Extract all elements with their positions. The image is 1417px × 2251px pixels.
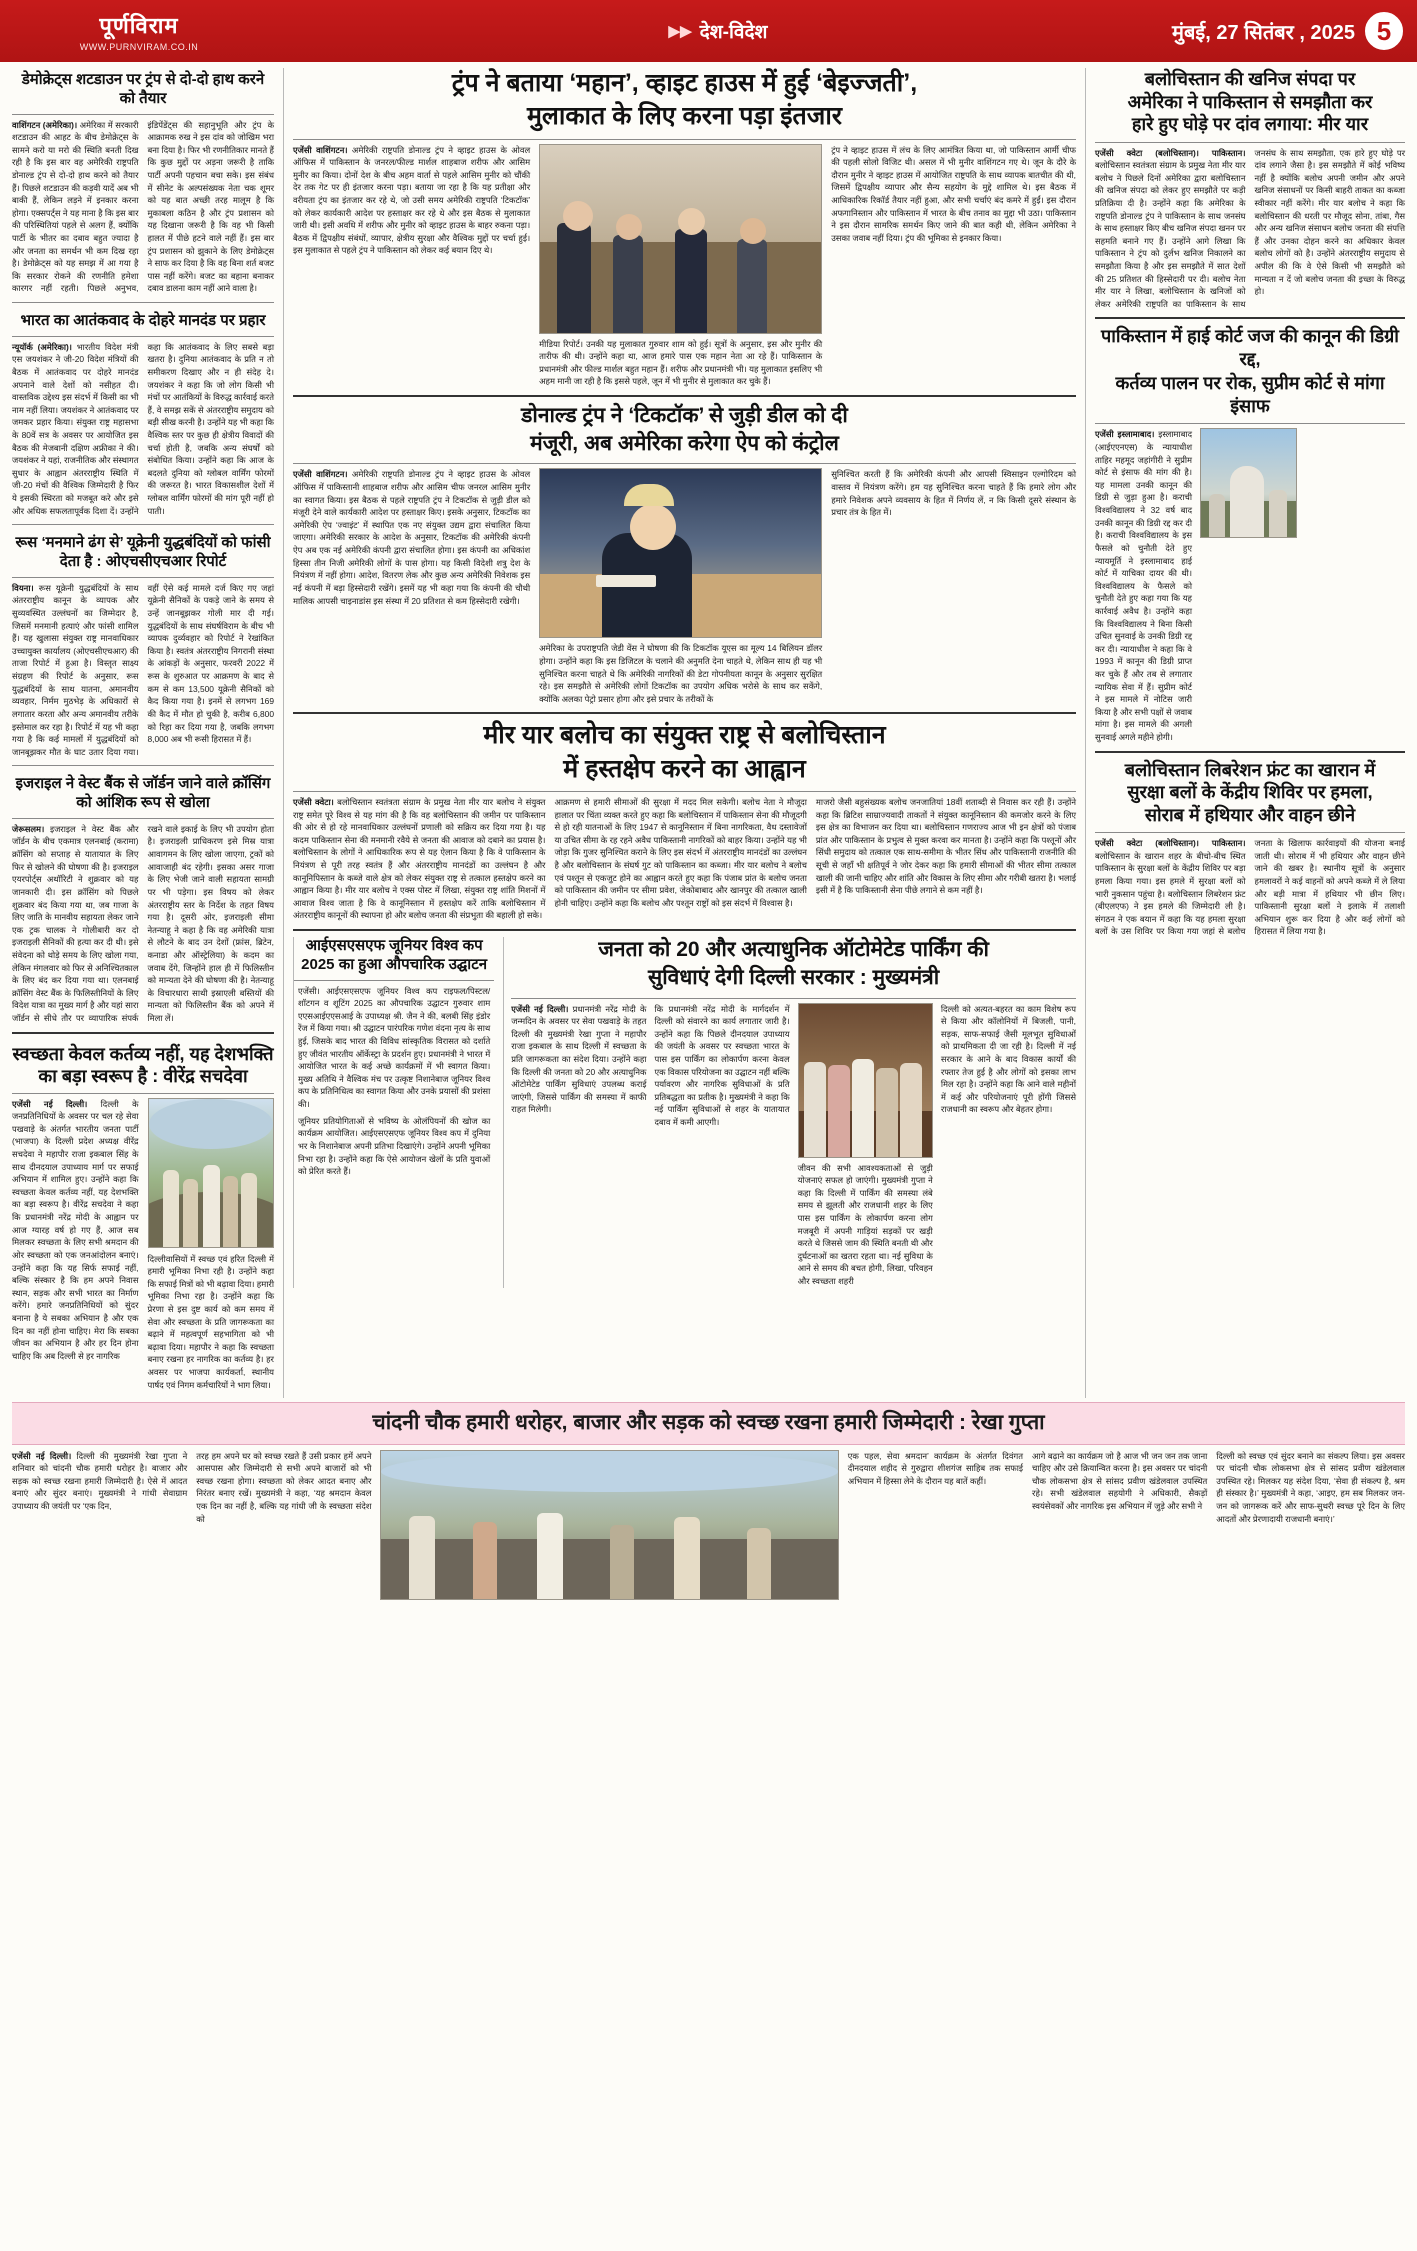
article-blf-attack: [1095, 759, 1405, 938]
article-headline-line1: पाकिस्तान में हाई कोर्ट जज की कानून की डिग्री रद्द,: [1101, 326, 1399, 369]
article-headline-line1: बलोचिस्तान की खनिज संपदा पर: [1144, 69, 1356, 89]
article-text-col3: [1305, 428, 1405, 743]
article-body: [1095, 147, 1405, 311]
article-headline-line1: जनता को 20 और अत्याधुनिक ऑटोमेटेड पार्किंग की: [598, 938, 989, 962]
article-headline-line2: सुरक्षा बलों के केंद्रीय शिविर पर हमला,: [1127, 782, 1373, 803]
article-russia-pow: [12, 531, 274, 758]
article-agency: जेरूसलम।: [12, 823, 45, 834]
article-headline-line2: कर्तव्य पालन पर रोक, सुप्रीम कोर्ट से मांगा इंसाफ: [1115, 373, 1385, 416]
article-agency: वियना।: [12, 582, 34, 593]
article-body-cont: दिल्लीवासियों में स्वच्छ एवं हरित दिल्ली में हमारी भूमिका निभा रही है। उन्होंने कहा कि सफाई मित्रों को भी बढ़ावा दिया। हमारी भूमिका निभा रहा है। उन्होंने कहा कि प्रेरणा से इस दुष्ट कार्य को कम समय में सेवा और स्वच्छता के प्रति जागरूकता का बढ़ाने में महत्वपूर्ण सहभागिता को भी बढ़ावा दिया। महापौर ने कहा कि स्वच्छता बनाए रखना हर नागरिक का कर्तव्य है। हर अवसर पर भाजपा कार्यकर्ता, स्थानीय पार्षद एवं निगम कर्मचारियों ने भाग लिया।: [147, 1253, 274, 1390]
article-tiktok-deal: [293, 403, 1076, 706]
article-agency: एजेंसी नई दिल्ली।: [12, 1450, 72, 1461]
article-text: अमेरिका में सरकारी शटडाउन की आहट के बीच डेमोक्रेट्स के सामने करो या मरो की स्थिति बनती दिख रही है कि इस बार वह अमेरिकी राष्ट्रपति डोनाल्ड ट्रंप से दो-दो हाथ करने को तैयार हैं। पिछले शटडाउन की कड़वी यादें अब भी बाकी हैं, लेकिन लड़ने में इनकार करना होगा। एक्सपर्ट्स ने यह माना है कि इस बार की परिस्थितियां पहले से अलग हैं, क्योंकि पार्टी के भीतर का दबाव बहुत ज्यादा है और जनता का समर्थन भी कम दिख रहा है। डेमोक्रेट्स को यह समझ में आ गया है कि सरकार रोकने की रणनीति हमेशा कारगर नहीं रहती। पिछले अनुभव, इंडिपेंडेंट्स की सहानुभूति और ट्रंप के आक्रामक रुख ने इस दांव को जोखिम भरा बना दिया है। फिर भी रणनीतिकार मानते हैं कि कुछ मुद्दों पर अड़ना जरूरी है ताकि पार्टी अपनी पहचान बचा सके। इस संबंध में सीनेट के अल्पसंख्यक नेता चक शूमर को यह बात अच्छी तरह मालूम है कि मुकाबला कठिन है और ट्रंप प्रशासन को यह दिखाना जरूरी है कि वह भी किसी हालत में पीछे हटने वाले नहीं हैं। इस बार ट्रंप प्रशासन को झुकाने के लिए डेमोक्रेट्स ने साफ कर दिया है कि वह बिना शर्त बजट पास नहीं करेंगे। बजट का बहाना बनाकर दबाव डालना काम नहीं आने वाला है।: [12, 119, 274, 294]
article-text: प्रधानमंत्री नरेंद्र मोदी के जन्मदिन के अवसर पर सेवा पखवाड़े के तहत दिल्ली की मुख्यमंत्री रेखा गुप्ता ने महापौर राजा इकबाल के साथ दिल्ली में स्वच्छता के प्रति जागरूकता का संदेश दिया। उन्होंने कहा कि दिल्ली की जनता को 20 और अत्याधुनिक ऑटोमेटेड पार्किंग सुविधाएं उपलब्ध कराई जाएंगी, जिससे पार्किंग की समस्या में काफी राहत मिलेगी।: [511, 1003, 647, 1115]
article-headline-line2: मुलाकात के लिए करना पड़ा इंतजार: [526, 102, 843, 131]
article-text-col5: दिल्ली को स्वच्छ एवं सुंदर बनाने का संकल्प लिया। इस अवसर पर चांदनी चौक लोकसभा क्षेत्र से सांसद प्रवीण खंडेलवाल उपस्थित रहे। मिलकर यह संदेश दिया, ‘सेवा ही संकल्प है, श्रम ही संस्कार है।’ मुख्यमंत्री ने कहा, ‘आइए, हम सब मिलकर जन-जन को जागरूक करें और साफ-सुथरी स्वच्छ पूरे दिन के लिए आदतों और प्रेरणादायी राजधानी बनाएं।’: [1216, 1450, 1405, 1524]
article-text-col4: आगे बढ़ाने का कार्यक्रम जो है आज भी जन जन तक जाना चाहिए और उसे क्रियान्वित करना है। इस अवसर पर चांदनी चौक लोकसभा क्षेत्र से सांसद प्रवीण खंडेलवाल उपस्थित रहे। सभी खंडेलवाल सहयोगी ने अधिकारी, सैकड़ों स्वयंसेवकों और नागरिक इस अभियान में जुड़े और सभी ने: [1032, 1450, 1208, 1511]
article-agency: एजेंसी क्वेटा (बलोचिस्तान)। पाकिस्तान।: [1095, 838, 1246, 849]
article-body: [12, 823, 274, 1025]
article-body: [12, 341, 274, 518]
article-text: अमेरिकी राष्ट्रपति डोनाल्ड ट्रंप ने व्हाइट हाउस के ओवल ऑफिस में पाकिस्तान के जनरल/फील्ड मार्शल शाहबाज शरीफ और आसिम मुनीर का किया। दोनों देश के बीच अहम वार्ता से पहले आसिम मुनीर को चौंकी देर तक गेट पर ही इंतजार करना पड़ा। बताया जा रहा है कि यह प्रतीक्षा और वरीयता ट्रंप का इंतजार कर रहे थे, जो उसी समय अमेरिकी राष्ट्रपति ‘टिकटॉक’ को लेकर कार्यकारी आदेश पर हस्ताक्षर कर रहे थे और इस बैठक से मुलाकात जारी थी। इसी अवधि में शरीफ और मुनीर को व्हाइट हाउस के बाहर रुकना पड़ा। बैठक में द्विपक्षीय संबंधों, व्यापार, क्षेत्रीय सुरक्षा और वैश्विक मुद्दों पर चर्चा हुई। इस मुलाकात से पहले ट्रंप ने पाकिस्तान को लेकर कई बयान दिए थे।: [293, 144, 531, 256]
article-text: बलोचिस्तान स्वतंत्रता संग्राम के प्रमुख नेता मीर यार बलोच ने संयुक्त राष्ट्र समेत पूरे विश्व से यह मांग की है कि वह बलोचिस्तान की जमीन पर पाकिस्तान की ओर से हो रहे मानवाधिकार उल्लंघनों प्रणाली को सक्रिय कर दिया गया है। यह कदम पाकिस्तान सेना की मनमानी रवैये से जनता की आवाज को दबाने का प्रयास है। बलोचिस्तान के लोगों ने आधिकारिक रूप से यह ऐलान किया है कि वे पाकिस्तान के नियंत्रण से पूरी तरह स्वतंत्र हैं और अंतरराष्ट्रीय मानदंडों का उल्लंघन है और कानूनिपिस्तान के कब्जे वाले क्षेत्र को लेकर संयुक्त राष्ट्र से तत्काल हस्तक्षेप करने का आह्वान किया है। मीर यार बलोच ने एक्स पोस्ट में लिखा, संयुक्त राष्ट्र शांति मिशनों में आवाज विश्व जाता है कि वे कानूनिस्तान में हस्तक्षेप करें ताकि बलोचिस्तान में अंतरराष्ट्रीय कानूनों की स्थापना हो और बलोच जनता की संप्रभुता की बहाली हो सके।: [293, 796, 546, 921]
section-title: [669, 18, 768, 44]
article-agency: एजेंसी क्वेटा (बलोचिस्तान)। पाकिस्तान।: [1095, 147, 1246, 158]
article-body-cont: जूनियर प्रतियोगिताओं से भविष्य के ओलंपियनों की खोज का कार्यक्रम आयोजित। आईएसएसएफ जूनियर विश्व कप में दुनिया भर के निशानेबाज अपनी प्रतिभा दिखाएंगे। उन्होंने अपनी भूमिका निभा रहा है। उन्होंने कहा कि ऐसे आयोजन खेलों के प्रति युवाओं को प्रेरित करते हैं।: [298, 1115, 491, 1177]
article-agency: एजेंसी। आईएसएसएफ जूनियर विश्व कप राइफल/पिस्टल/शॉटगन व शूटिंग 2025 का औपचारिक उद्घाटन गुरुवार शाम एएसआईएएसआई के उपाध्यक्ष श्री. जैन ने की, बलबी सिंह इंडोर रेंज में किया गया। श्री उद्घाटन पारंपरिक गणेश वंदना नृत्य के साथ हुई, जिसके बाद भारत की विविध सांस्कृतिक विरासत को दर्शाते हुए जीवंत भारतीय ऑर्केस्ट्रा के प्रदर्शन हुए। प्रधानमंत्री ने भारत में आयोजित भारत के कई अच्छे कार्यक्रमों में भी स्वागत किया। मुख्य अतिथि ने वैश्विक मंच पर उत्कृष्ट निशानेबाज जूनियर विश्व कप के प्रतिनिधित्व का स्वागत किया और उनके प्रयासों की प्रशंसा की।: [298, 985, 491, 1110]
article-headline: आईएसएसएफ जूनियर विश्व कप 2025 का हुआ औपचारिक उद्घाटन: [301, 937, 488, 973]
left-column: [12, 68, 274, 1398]
article-body: [293, 468, 530, 705]
article-headline: डेमोक्रेट्स शटडाउन पर ट्रंप से दो-दो हाथ करने को तैयार: [21, 71, 265, 107]
article-agency: एजेंसी क्वेटा।: [293, 796, 334, 807]
article-agency: न्यूयॉर्क (अमेरिका)।: [12, 341, 72, 352]
photo-monument: [1200, 428, 1297, 538]
banner-headline: चांदनी चौक हमारी धरोहर, बाजार और सड़क को स्वच्छ रखना हमारी जिम्मेदारी : रेखा गुप्ता: [372, 1411, 1045, 1435]
lower-middle-row: [293, 937, 1076, 1288]
article-headline-line1: मीर यार बलोच का संयुक्त राष्ट्र से बलोचिस्तान: [483, 721, 886, 750]
article-text-col3: ट्रंप ने व्हाइट हाउस में लंच के लिए आमंत्रित किया था, जो पाकिस्तान आर्मी चीफ की पहली सोलो विजिट थी। असल में भी मुनीर वाशिंगटन गए थे। जून के दौरे के दौरान मुनीर ने व्हाइट हाउस में आयोजित राष्ट्रपति के साथ व्यापक बातचीत की थी, जिसमें द्विपक्षीय व्यापार और सैन्य सहयोग के मुद्दे शामिल थे। इस बैठक में आधिकारिक रिकॉर्ड तैयार नहीं हुआ, और सभी चर्चाएं बंद कमरे में हुईं। इस दौरान अफगानिस्तान और पाकिस्तान में भारत के बीच तनाव का मुद्दा भी उठा। पाकिस्तान ने इस दौरान सामरिक समर्थन किए जाने की बात कही थी, लेकिन अमेरिका ने उसका जवाब नहीं दिया। ट्रंप की भूमिका से इनकार किया।: [831, 144, 1076, 243]
article-text-col3: माजरो जैसी बहुसंख्यक बलोच जनजातियां 18वीं शताब्दी से निवास कर रही हैं। उन्होंने कहा कि ब्रिटिश साम्राज्यवादी ताकतों ने संयुक्त कानूनिस्तान की कमजोर करने के लिए इस क्षेत्र का विभाजन कर दिया था। बलोचिस्तान गणराज्य आज भी इन क्षेत्रों को पंजाब प्रांत और पाकिस्तान के प्रभुत्व से मुक्त करवा कर मानता है। उन्होंने कहा कि पश्तूनों और सिंधी समुदाय को तत्काल एक साथ-समीमा के भीतर सिंध और पाकिस्तानी राजनीति की सूची से जहाँ भी क्षतिपूर्व ने जोर देकर कहा कि हमारी सीमाओं की भीतर सीमा तत्काल खाली की जानी चाहिए और शांति और विकास के लिए सीमा और गरीबी खतरा है। भलाई इसी में है कि पाकिस्तानी सेना पीछे लगाने से कम नहीं है।: [815, 796, 1077, 896]
photo-chandni-chowk-cleanup: [380, 1450, 838, 1600]
article-headline-line1: ट्रंप ने बताया ‘महान’, व्हाइट हाउस में हुई ‘बेइज्जती’,: [451, 69, 918, 97]
article-text-col3: एक पहल, सेवा श्रमदान’ कार्यक्रम के अंतर्गत दिवंगत दीनदयाल शहीद से गुरुद्वारा शीशगंज साहिब तक सफाई अभियान में हिस्सा लेने के दौरान यह बातें कहीं।: [847, 1450, 1024, 1486]
bottom-article-chandni-chowk: [12, 1445, 1405, 1600]
article-headline-line2: अमेरिका ने पाकिस्तान से समझौता कर: [1127, 91, 1373, 112]
right-column: [1085, 68, 1405, 1398]
article-issf-junior-worldcup: [293, 937, 494, 1288]
article-headline-line3: हारे हुए घोड़े पर दांव लगाया: मीर यार: [1131, 114, 1369, 134]
edition-block: [1172, 12, 1403, 50]
article-text: इस्लामाबाद (आईएएनएस) के न्यायाधीश ताहिर महमूद जहांगीरी ने सुप्रीम कोर्ट से इंसाफ की मांग की है। यह मामला उनकी कानून की डिग्री से जुड़ा हुआ है। कराची विश्वविद्यालय ने 32 वर्ष बाद उनकी कानून की डिग्री रद्द कर दी है। कराची विश्वविद्यालय के इस फैसले को चुनौती देते हुए न्यायमूर्ति ने इस्लामाबाद हाई कोर्ट में याचिका दायर की थी। विश्वविद्यालय के फैसले को चुनौती देते हुए कहा गया कि यह कार्रवाई अवैध है। उन्होंने कहा कि विश्वविद्यालय ने बिना किसी उचित सुनवाई के उनकी डिग्री रद्द कर दी। न्यायाधीश ने कहा कि वे 1993 में कानून की डिग्री प्राप्त कर चुके हैं और तब से लगातार न्यायिक सेवा में हैं। सुप्रीम कोर्ट ने इस मामले में नोटिस जारी किया है और सभी पक्षों से जवाब मांगा है। इस मामले की अगली सुनवाई अगले महीने होगी।: [1095, 429, 1193, 743]
photo-oval-office-meeting: [539, 144, 822, 334]
article-text-col2: मीडिया रिपोर्ट। उनकी यह मुलाकात गुरुवार शाम को हुई। सूत्रों के अनुसार, इस और मुनीर की तारीफ की थी। उन्होंने कहा था, आज हमारे पास एक महान नेता आ रहे हैं। पाकिस्तान के प्रधानमंत्री और फील्ड मार्शल बहुत महान हैं। शरीफ और प्रधानमंत्री भी। यह मुलाकात इसलिए भी अहम मानी जा रही है कि इससे पहले, जून में भी मुनीर से मुलाकात कर चुके हैं।: [539, 338, 823, 387]
article-body: [1095, 428, 1192, 743]
article-text-col2: आक्रमण से हमारी सीमाओं की सुरक्षा में मदद मिल सकेगी। बलोच नेता ने मौजूदा हालात पर चिंता व्यक्त करते हुए कहा कि बलोचिस्तान में पाकिस्तान सेना की मौजूदगी से हो रही यातनाओं के लिए 1947 से कानूनिस्तान में बिना नागरिकता, वैध दस्तावेजों या उचित सीमा के रह रहने अवैध पाकिस्तानी नागरिकों को बाहर किया। उन्होंने यह भी जोड़ा कि गुजर सुनिश्चित कराने के लिए इस संदर्भ में अंतरराष्ट्रीय मानदंडों का उल्लंघन है और बलोचिस्तान के संघर्ष गुट को पाकिस्तान का कब्जा। मीर यार बलोच ने बलोच एवं पश्तून से एकजुट होने का आह्वान करते हुए कहा कि पंजाब प्रांत के बलोच जनता को पाकिस्तान की जमीन पर सीमा प्रवेश, जेकोबाबाद और खानपुर की तत्काल खाली होनी चाहिए। उन्होंने कहा कि बलोच और पश्तून राष्ट्रों को इस संदर्भ में विश्वास है।: [554, 796, 807, 908]
article-text-col2: अमेरिका के उपराष्ट्रपति जेडी वेंस ने घोषणा की कि टिकटॉक यूएस का मूल्य 14 बिलियन डॉलर होगा। उन्होंने कहा कि इस डिजिटल के चलाने की अनुमति देना चाहते थे, लेकिन साथ ही यह भी सुनिश्चित करना चाहते थे कि अमेरिकी नागरिकों की डेटा गोपनीयता कानून के अनुसार सुरक्षित रहे। इस समझौते से अमेरिकी लोगों टिकटॉक का उपयोग अधिक भरोसे के साथ कर सकेंगे, क्योंकि अलका पेट्रो प्रसार होगा और इसे प्रचार के तरीकों के: [539, 643, 823, 704]
article-headline-line2: में हस्तक्षेप करने का आह्वान: [563, 754, 806, 783]
article-body: [12, 119, 274, 296]
logo-website: WWW.PURNVIRAM.CO.IN: [79, 42, 199, 52]
article-body: [294, 981, 494, 1111]
section-label: देश-विदेश: [699, 22, 768, 43]
article-headline-line2: मंजूरी, अब अमेरिका करेगा ऐप को कंट्रोल: [530, 432, 839, 456]
article-text: इजराइल ने वेस्ट बैंक और जॉर्डन के बीच एकमात्र एलनबाई (करामा) क्रॉसिंग को सप्ताह से यातायात के लिए फिर से खोलने की घोषणा की है। इजराइल एयरपोर्ट्स अथॉरिटी ने शुक्रवार को यह जानकारी दी। इस क्रॉसिंग को पिछले शुक्रवार बंद किया गया था, जब गाजा के लिए जाति के मानवीय सहायता लेकर जाने एक ट्रक चालक ने गोलीबारी कर दो इजराइली सैनिकों की हत्या कर दी थी। इसे संवेदना को थोड़े समय के लिए खोला गया, लेकिन मंगलवार को फिर से अनिश्चितकाल के लिए बंद कर दिया गया था। एलनबाई क्रॉसिंग वेस्ट बैंक के फिलिस्तीनियों के लिए विदेश यात्रा का मुख्य मार्ग है और यहां सारा जॉर्डन से सीधे तौर पर व्यापारिक संपर्क रखने वाले इकाई के लिए भी उपयोग होता है। इजराइली प्राधिकरण इसे मिस्र यात्रा आवागमन के लिए खोला जाएगा, ट्रकों को आवाजाही बंद रहेगी। इसका असर गाजा के लिए भेजी जाने वाली सहायता सामग्री पर भी पड़ेगा। इस विषय को लेकर अंतरराष्ट्रीय स्तर के निर्देश के तहत विषय गया है। दूसरी ओर, इजराइली सीमा नेतन्याहू ने कहा है कि वह अमेरिकी यात्रा से लौटने के बाद उन देशों (फ्रांस, ब्रिटेन, कनाडा और ऑस्ट्रेलिया) के कदम का जवाब देंगे, जिन्होंने हाल ही में फिलिस्तीन को मान्यता देने की घोषणा की है। नेतन्याहू के विचारधारा साथी इस्राएली बस्तियों की मान्यता को फिलिस्तीन बैंक को अपने में मिला लें।: [12, 823, 274, 1023]
article-text: भारतीय विदेश मंत्री एस जयशंकर ने जी-20 विदेश मंत्रियों की बैठक में आतंकवाद पर दोहरे मानदंड अपनाने वाले देशों को नसीहत दी। वास्तविक उद्देश्य इस संदर्भ में किसी का भी नाम नहीं लिया। जयशंकर ने आतंकवाद पर जमकर प्रहार किया। संयुक्त राष्ट्र महासभा के 80वें सत्र के अवसर पर आयोजित इस बैठक की मेजबानी दक्षिण अफ्रीका ने की। जयशंकर ने यहां, राजनीतिक और संस्थागत सुधार के आह्वान अंतरराष्ट्रीय स्थिति में जी-20 मंचों की वैश्विक जिम्मेदारी है फिर ये इसकी स्थिरता को मजबूत करे और इसे और अधिक सफलतापूर्वक दिशा दें। उन्होंने कहा कि आतंकवाद के लिए सबसे बड़ा खतरा है। दुनिया आतंकवाद के प्रति न तो समीकरण दिखाए और न ही संदेह दे। जयशंकर ने कहा कि जो लोग किसी भी मंचों पर आतंकियों के विरुद्ध कार्रवाई करते हैं, वे समझ सकें से अंतरराष्ट्रीय समुदाय को बड़ी सीख करनी है। उन्होंने यह भी कहा कि वैश्विक स्तर पर कुछ ही क्षेत्रीय विवादों की चर्चा होती है, जबकि अन्य संघर्षों को संबोधित किया। उन्होंने कहा कि आज के बदलते दुनिया को ग्लोबल वार्मिंग फोरमों की जरूरत है। भारत विकासशील देशों में ग्लोबल वार्मिंग फोरमों की मांग पूरी नहीं हो पाती।: [12, 341, 274, 516]
article-body: [293, 144, 530, 388]
page-content: [0, 62, 1417, 1402]
article-text: बलोचिस्तान स्वतंत्रता संग्राम के प्रमुख नेता मीर यार बलोच ने पिछले दिनों अमेरिका द्वारा बलोचिस्तान की खनिज संपदा को लेकर हुए समझौते पर कड़ी प्रतिक्रिया दी है। उन्होंने कहा कि अमेरिका के राष्ट्रपति डोनाल्ड ट्रंप ने पाकिस्तान के साथ जनसंघ के साथ हस्ताक्षर किए बीच खनिज संपदा खनन पर सहमति बनाने गए हैं। उन्होंने आगे लिखा कि पाकिस्तान ने ट्रंप को दुर्लभ खनिज निकालने का समझौता किया है और इस समझौते में सात देशों की 25 प्रतिशत की हिस्सेदारी पर दी। बलोच नेता मीर यार ने लिखा, बलोचिस्तान के खनिजों को लेकर अमेरिकी राष्ट्रपति का पाकिस्तान के साथ जनसंघ के साथ समझौता, एक हारे हुए घोड़े पर दांव लगाने जैसा है। इस समझौते में कोई भविष्य नहीं है क्योंकि बलोच अपनी जमीन और अपने खनिज संसाधनों पर किसी बाहरी ताकत का कब्जा स्वीकार नहीं करेंगे। मीर यार बलोच ने कहा कि बलोचिस्तान की धरती पर मौजूद सोना, तांबा, गैस और अन्य खनिज संसाधन बलोच जनता की संपत्ति हैं और उनका दोहन करने का अधिकार केवल बलोच लोगों को है। उन्होंने अंतरराष्ट्रीय समुदाय से अपील की कि वे ऐसे किसी भी समझौते को मान्यता न दें जो बलोच जनता की इच्छा के विरुद्ध हो।: [1095, 147, 1405, 309]
article-agency: एजेंसी वाशिंगटन।: [293, 144, 348, 155]
article-body: [12, 1450, 187, 1600]
article-text-col2: तरह हम अपने घर को स्वच्छ रखते हैं उसी प्रकार हमें अपने आसपास और जिम्मेदारी से सभी अपने बाजारों को भी स्वच्छ रखना होगा। स्वच्छता को लेकर आदत बनाए और निरंतर बनाए रखें। मुख्यमंत्री ने कहा, ‘यह श्रमदान केवल एक दिन का नहीं है, बल्कि यह गांधी जी के स्वच्छता संदेश को: [196, 1450, 372, 1524]
article-text: बलोचिस्तान के खारान शहर के बीचो-बीच स्थित पाकिस्तान के सुरक्षा बलों के केंद्रीय शिविर पर बड़ा हमला किया गया। इस हमले में सुरक्षा बलों को भारी नुकसान पहुंचा है। बलोचिस्तान लिबरेशन फ्रंट (बीएलएफ) ने इस हमले की जिम्मेदारी ली है। संगठन ने एक बयान में कहा कि यह हमला सुरक्षा बलों के उस शिविर पर किया गया जहां से बलोच जनता के खिलाफ कार्रवाइयों की योजना बनाई जाती थी। सोराब में भी हथियार और वाहन छीने जाने की खबर है। स्थानीय सूत्रों के अनुसार हमलावरों ने कई वाहनों को अपने कब्जे में ले लिया और बड़ी मात्रा में हथियार भी छीन लिए। पाकिस्तानी सुरक्षा बलों ने इलाके में तलाशी अभियान शुरू कर दिया है और कई लोगों को हिरासत में लिया गया है।: [1095, 838, 1405, 937]
masthead: [0, 0, 1417, 62]
article-delhi-parking: [503, 937, 1076, 1288]
article-text-col4: दिल्ली को अत्यत-बहरत का काम विशेष रूप से किया और कॉलोनियों में बिजली, पानी, सड़क, साफ-सफाई जैसी मूलभूत सुविधाओं को प्राथमिकता दी जा रही है। दिल्ली में नई सरकार के आने के बाद विकास कार्यों की रफ्तार तेज हुई है और लोगों को इसका लाभ मिल रहा है। उन्होंने कहा कि आने वाले महीनों में कई और परियोजनाएं पूरी होंगी जिससे राजधानी का स्वरूप और बेहतर होगा।: [940, 1003, 1076, 1115]
article-agency: एजेंसी नई दिल्ली।: [12, 1098, 88, 1109]
double-arrow-icon: ▶▶: [668, 23, 692, 40]
article-headline-line1: बलोचिस्तान लिबरेशन फ्रंट का खारान में: [1124, 759, 1376, 780]
article-body: [12, 582, 274, 759]
article-body: [293, 796, 545, 922]
article-agency: एजेंसी इस्लामाबाद।: [1095, 429, 1155, 440]
bottom-banner: [12, 1402, 1405, 1444]
article-agency: वाशिंगटन (अमेरिका)।: [12, 119, 78, 130]
photo-trump-signing-order: [539, 468, 822, 638]
article-body: [12, 1098, 139, 1363]
logo-title: पूर्णविराम: [99, 13, 179, 38]
article-balochistan-minerals: [1095, 68, 1405, 310]
article-headline: स्वच्छता केवल कर्तव्य नहीं, यह देशभक्ति का बड़ा स्वरूप है : वीरेंद्र सचदेवा: [12, 1043, 274, 1087]
article-text: दिल्ली की मुख्यमंत्री रेखा गुप्ता ने शनिवार को चांदनी चौक हमारी धरोहर है। बाजार और सड़क को स्वच्छ रखना हमारी जिम्मेदारी है। ऐसे में आदत बनाएं और सुंदर बनाएं। मुख्यमंत्री ने गांधी सेवाग्राम उपाध्याय की जयंती पर ‘एक दिन,: [12, 1450, 188, 1511]
article-text-col2: कि प्रधानमंत्री नरेंद्र मोदी के मार्गदर्शन में दिल्ली को संवारने का कार्य लगातार जारी है। उन्होंने कहा कि पिछले दीनदयाल उपाध्याय की जयंती के अवसर पर स्वच्छता भारत के पास इस पार्किंग का लोकार्पण करना केवल एक विकास परियोजना का उद्घाटन नहीं बल्कि पर्यावरण और नागरिक सुविधाओं के प्रति प्रतिबद्धता का प्रतीक है। मुख्यमंत्री ने कहा कि नई पार्किंग सुविधाओं से शहर के यातायात दबाव में कमी आएगी।: [654, 1003, 790, 1128]
article-body: [1095, 837, 1405, 938]
article-headline-line3: सोराब में हथियार और वाहन छीने: [1144, 804, 1356, 825]
article-mir-yar-un: [293, 720, 1076, 922]
photo-cm-event: [798, 1003, 933, 1158]
article-trump-white-house: [293, 68, 1076, 388]
article-text-col3: सुनिश्चित करती हैं कि अमेरिकी कंपनी और आपसी स्विसाइन एल्गोरिदम को वास्तव में नियंत्रण करेंगे। हम यह सुनिश्चित करना चाहते हैं कि हमारे लोग और हमारे निवेशक अपने व्यवसाय के हित में निर्णय लें, न कि किसी दूसरे संस्थान के प्रचार तंत्र के हित में।: [831, 469, 1076, 518]
article-headline: इजराइल ने वेस्ट बैंक से जॉर्डन जाने वाले क्रॉसिंग को आंशिक रूप से खोला: [15, 775, 271, 812]
photo-cleanliness-drive: [148, 1098, 275, 1248]
article-sachdeva-cleanliness: [12, 1040, 274, 1392]
article-israel-crossing: [12, 772, 274, 1024]
article-text: रूस यूक्रेनी युद्धबंदियों के साथ अंतरराष्ट्रीय कानून के व्यापक और सुव्यवस्थित उल्लंघनों का जिम्मेदार है, जिसमें मनमानी हत्याएं और फांसी शामिल हैं। यह खुलासा संयुक्त राष्ट्र मानवाधिकार उच्चायुक्त कार्यालय (ओएचसीएचआर) की ताजा रिपोर्ट में हुआ है। विस्तृत साक्ष्य संग्रहण की रिपोर्ट के अनुसार, रूस युद्धबंदियों के साथ यातना, अमानवीय व्यवहार, निर्मम मुठभेड़ के अधिकारों से लगातार करता और अन्य अमानवीय तरीके इस्तेमाल कर रहा है। रिपोर्ट में यह भी कहा गया है कि कई मामलों में युद्धबंदियों को जानबूझकर मौत के घाट उतार दिया गया। वहीं ऐसे कई मामले दर्ज किए गए जहां यूक्रेनी सैनिकों के पकड़े जाने के समय से उन्हें जानबूझकर गोली मार दी गई। युद्धबंदियों के साथ संघर्षविराम के बीच भी व्यापक दुर्व्यवहार को रिपोर्ट ने रेखांकित किया है। स्वतंत्र अंतरराष्ट्रीय निगरानी संस्था के आंकड़ों के अनुसार, फरवरी 2022 में रूस के शुरुआत पर आक्रमण के बाद से कम से कम 13,500 यूक्रेनी सैनिकों को कैद किया गया है। इनमें से लगभग 169 की कैद में मौत हो चुकी है, करीब 6,800 को रिहा कर दिया गया है, जबकि लगभग 8,000 अब भी रूसी हिरासत में हैं।: [12, 582, 274, 757]
article-body: [511, 1003, 646, 1288]
article-agency: एजेंसी नई दिल्ली।: [511, 1003, 569, 1014]
article-india-terror: [12, 309, 274, 517]
article-headline-line1: डोनाल्ड ट्रंप ने ‘टिकटॉक’ से जुड़ी डील को दी: [521, 403, 848, 427]
article-headline-line2: सुविधाएं देगी दिल्ली सरकार : मुख्यमंत्री: [648, 966, 940, 990]
article-text-col3: जीवन की सभी आवश्यकताओं से जुड़ी योजनाएं सफल हो जाएंगी। मुख्यमंत्री गुप्ता ने कहा कि दिल्ली में पार्किंग की समस्या लंबे समय से झूलती और राजधानी शहर के लिए पास इस पार्किंग के लोकार्पण करना लोग मजबूरी में अपनी गाड़ियां सड़कों पर खड़ी करते थे जिससे जाम की स्थिति बनती थी और दुर्घटनाओं का खतरा रहता था। नई सुविधा के आने से समय की बचत होगी, लिखा, परिवहन और स्वच्छता शहरी: [797, 1162, 933, 1287]
article-agency: एजेंसी वाशिंगटन।: [293, 469, 348, 480]
page-number-badge: 5: [1365, 12, 1403, 50]
bottom-section: [0, 1402, 1417, 1599]
article-headline: भारत का आतंकवाद के दोहरे मानदंड पर प्रहार: [20, 312, 266, 330]
newspaper-logo[interactable]: [14, 10, 264, 52]
article-headline: रूस ‘मनमाने ढंग से’ यूक्रेनी युद्धबंदियों को फांसी देता है : ओएचसीएचआर रिपोर्ट: [15, 534, 271, 571]
middle-column: [283, 68, 1076, 1398]
article-text: अमेरिकी राष्ट्रपति डोनाल्ड ट्रंप ने व्हाइट हाउस के ओवल ऑफिस में पाकिस्तानी शाहबाज शरीफ और आसिम चीफ जनरल आसिम मुनीर का स्वागत किया। इस बैठक से पहले राष्ट्रपति ट्रंप ने टिकटॉक से जुड़ी डील को मंजूरी देने वाले कार्यकारी आदेश पर हस्ताक्षर किए। इसके अनुसार, टिकटॉक का अमेरिकी ऐप ‘ज्वाइंट’ में स्थापित एक नए संयुक्त उद्यम द्वारा संचालित किया जाएगा। अमेरिकी सरकार के आदेश के अनुसार, टिकटॉक की अमेरिकी कंपनी ऐप अब एक नई अमेरिकी कंपनी द्वारा संचालित होगा। इस कंपनी का अधिकांश हिस्सा तीन निजी अमेरिकी लोगों के पास होगा। यह किसी विदेशी शत्रु देश के नियंत्रण में नहीं होगा। आदेश, वितरण लेक और कुछ अन्य अमेरिकी निवेशक इस नई कंपनी में बड़ा हिस्सेदारी रखेंगे। इसमें यह भी कहा गया कि कंपनी की चौथी मालिक आपसी चाइनाडांस इस संस्था में 20 प्रतिशत से कम हिस्सेदारी रखेगी।: [293, 469, 531, 606]
edition-date: मुंबई, 27 सितंबर , 2025: [1172, 21, 1355, 44]
article-pak-judge-degree: [1095, 325, 1405, 743]
article-democrats-shutdown: [12, 68, 274, 295]
article-text: दिल्ली के जनप्रतिनिधियों के अवसर पर चल रहे सेवा पखवाड़े के अंतर्गत भारतीय जनता पार्टी (भाजपा) के दिल्ली प्रदेश अध्यक्ष वीरेंद्र सचदेवा ने महापौर राजा इकबाल सिंह के साथ दीनदयाल उपाध्याय मार्ग पर सफाई अभियान में शामिल हुए। उन्होंने कहा कि स्वच्छता केवल कर्तव्य नहीं, यह देशभक्ति का बड़ा स्वरूप है। वीरेंद्र सचदेवा ने कहा कि प्रधानमंत्री नरेंद्र मोदी के आह्वान पर आज ग्यारह वर्ष हो गए हैं, आज सब मिलकर स्वच्छता के लिए सभी श्रमदान की ओर स्वच्छता को एक जनआंदोलन बनाएं। उन्होंने कहा कि यह सिर्फ सफाई नहीं, बल्कि संस्कार है कि हम अपने निवास स्थान, सड़क और सभी भारत का निर्माण करेंगे। हमारे जनप्रतिनिधियों को सुंदर बनाना है ये सबका अभियान है और एक दिन का नहीं होना चाहिए। मेरा कि सबका जीवन का अभियान है और हर दिन होना चाहिए कि अब दिल्ली से हर नागरिक: [12, 1098, 139, 1361]
